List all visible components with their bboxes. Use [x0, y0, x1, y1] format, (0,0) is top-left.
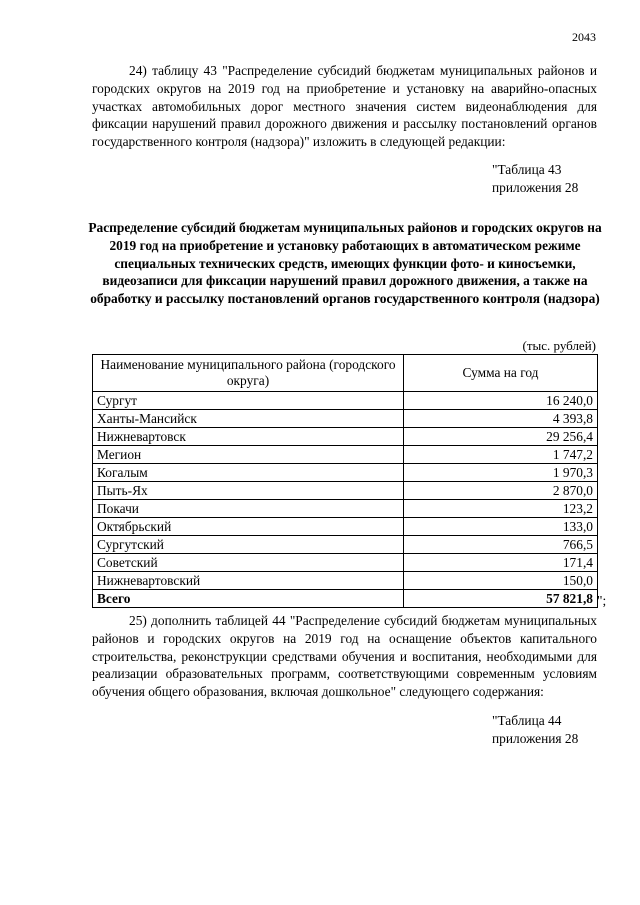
paragraph-24: 24) таблицу 43 "Распределение субсидий бюджетам муниципальных районов и городских округов на 2019 год на приобретение и установку на аварийно-опасных участках автомобильных дорог местного значения систем видеонаблюдения для фиксации нарушений правил дорожного движения и рассылку постановлений органов государственного контроля (надзора)" изложить в следующей редакции: — [92, 63, 597, 150]
row-name: Пыть-Ях — [93, 482, 404, 500]
table-row — [93, 464, 598, 482]
table-header-row — [93, 355, 598, 392]
row-amount: 150,0 — [404, 572, 598, 590]
row-name: Покачи — [93, 500, 404, 518]
appendix-label-43 — [492, 161, 578, 197]
row-amount: 1 747,2 — [404, 446, 598, 464]
header-name: Наименование муниципального района (городского округа) — [93, 355, 404, 392]
row-amount: 2 870,0 — [404, 482, 598, 500]
row-amount: 1 970,3 — [404, 464, 598, 482]
row-amount: 171,4 — [404, 554, 598, 572]
total-name: Всего — [93, 590, 404, 608]
paragraph-25: 25) дополнить таблицей 44 "Распределение субсидий бюджетам муниципальных районов и городских округов на 2019 год на оснащение объектов капитального строительства, реконструкции средствами обучения и воспитания, необходимыми для реализации образовательных программ, соответствующими современным условиям обучения общего образования, включая дошкольное" следующего содержания: — [92, 613, 597, 700]
table-total-row — [93, 590, 598, 608]
appendix-44-line1: "Таблица 44 — [492, 713, 562, 728]
table-title: Распределение субсидий бюджетам муниципальных районов и городских округов на 2019 год на приобретение и установку работающих в автоматическом режиме специальных технических средств, имеющих функции фото- и киносъемки, видеозаписи для фиксации нарушений правил дорожного движения, а также на обработку и рассылку постановлений органов государственного контроля (надзора) — [88, 220, 602, 307]
table-row — [93, 536, 598, 554]
table-row — [93, 410, 598, 428]
row-amount: 123,2 — [404, 500, 598, 518]
table-row — [93, 572, 598, 590]
row-name: Когалым — [93, 464, 404, 482]
row-amount: 4 393,8 — [404, 410, 598, 428]
total-amount: 57 821,8 — [404, 590, 598, 608]
row-name: Советский — [93, 554, 404, 572]
appendix-label-44 — [492, 712, 578, 748]
row-name: Октябрьский — [93, 518, 404, 536]
row-name: Нижневартовск — [93, 428, 404, 446]
row-name: Ханты-Мансийск — [93, 410, 404, 428]
subsidy-table — [92, 354, 598, 608]
page-number: 2043 — [572, 30, 596, 44]
row-amount: 29 256,4 — [404, 428, 598, 446]
row-name: Сургутский — [93, 536, 404, 554]
units-label: (тыс. рублей) — [522, 338, 596, 353]
table-row — [93, 500, 598, 518]
row-amount: 133,0 — [404, 518, 598, 536]
table-row — [93, 518, 598, 536]
table-row — [93, 428, 598, 446]
row-name: Мегион — [93, 446, 404, 464]
appendix-43-line2: приложения 28 — [492, 179, 579, 195]
row-name: Нижневартовский — [93, 572, 404, 590]
row-amount: 16 240,0 — [404, 392, 598, 410]
appendix-43-line1: "Таблица 43 — [492, 162, 562, 177]
table-row — [93, 446, 598, 464]
appendix-44-line2: приложения 28 — [492, 730, 579, 746]
row-name: Сургут — [93, 392, 404, 410]
row-amount: 766,5 — [404, 536, 598, 554]
table-row — [93, 392, 598, 410]
table-row — [93, 554, 598, 572]
header-amount: Сумма на год — [404, 355, 598, 392]
table-row — [93, 482, 598, 500]
closing-quote-mark: "; — [597, 593, 607, 608]
